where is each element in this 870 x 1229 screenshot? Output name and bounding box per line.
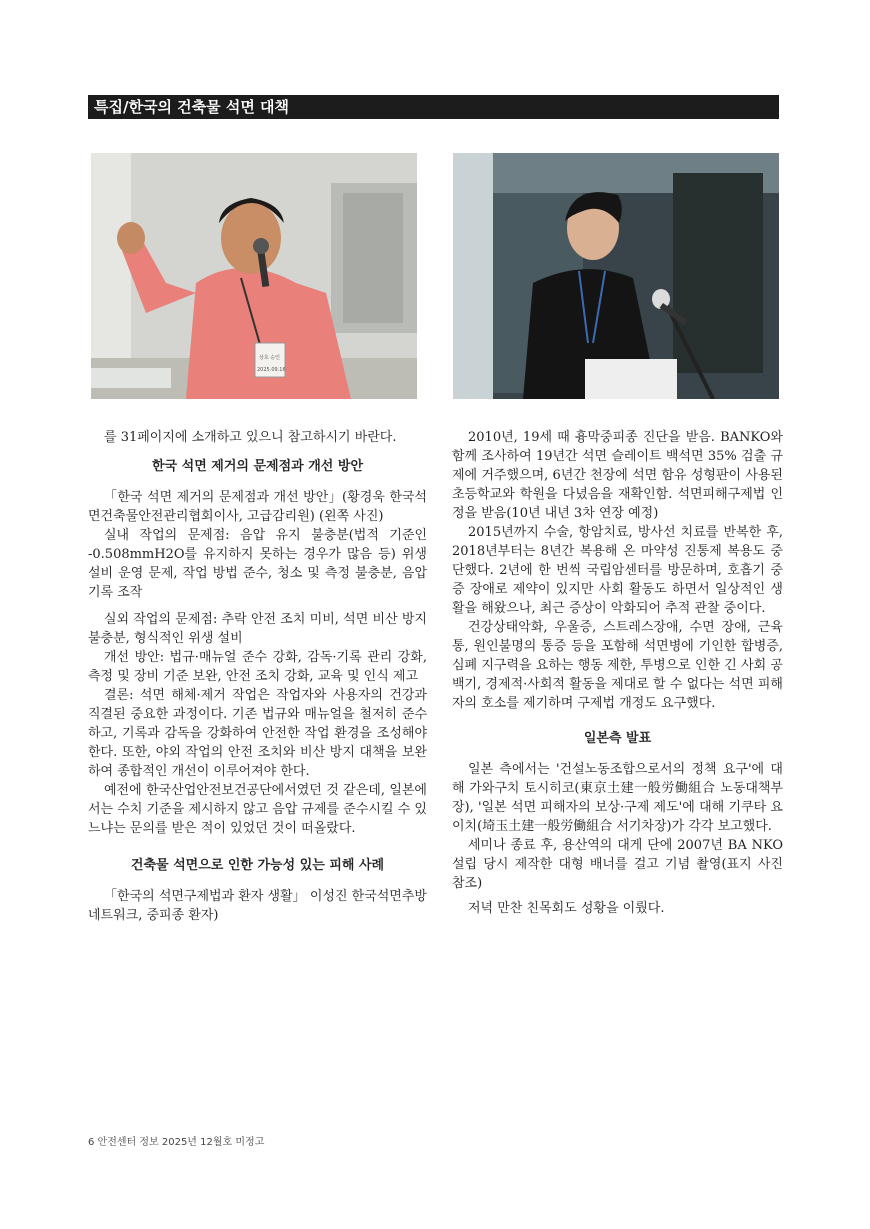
paragraph: 세미나 종료 후, 용산역의 대게 단에 2007년 BA NKO 설립 당시 제작한 대형 배너를 걸고 기념 촬영(표지 사진 참조) bbox=[452, 838, 783, 891]
paragraph: 일본 측에서는 '건설노동조합으로서의 정책 요구'에 대해 가와구치 토시히코(東京土建一般労働組合 노동대책부장), '일본 석면 피해자의 보상·구제 제도'에 대해 기쿠타 요이치(埼玉土建一般労働組合 서기차장)가 각각 보고했다. bbox=[452, 762, 783, 834]
speaker-photo-right bbox=[453, 153, 779, 399]
badge-text-1: 상호 승인 bbox=[259, 355, 280, 361]
paragraph: 2010년, 19세 때 흉막중피종 진단을 받음. BANKO와 함께 조사하여 19년간 석면 슬레이트 백석면 35% 검출 규제에 거주했으며, 6년간 천장에 석면 함유 성형판이 사용된 초등학교와 학원을 다녔음을 재확인함. 석면피해구제법 인정을 받음(10년 내년 3차 연장 예정) bbox=[452, 430, 783, 521]
section-header: 특집/한국의 건축물 석면 대책 bbox=[88, 95, 779, 119]
page-footer: 6 안전센터 정보 2025년 12월호 미정고 bbox=[88, 1137, 265, 1148]
paragraph: 실외 작업의 문제점: 추락 안전 조치 미비, 석면 비산 방지 불충분, 형식적인 위생 설비 bbox=[88, 612, 427, 646]
paragraph: 건강상태악화, 우울증, 스트레스장애, 수면 장애, 근육통, 원인불명의 통증 등을 포함해 석면병에 기인한 합병증, 심폐 지구력을 요하는 행동 제한, 투병으로 인한 긴 사회 공백기, 경제적·사회적 활동을 제대로 할 수 없다는 석면 피해자의 호소를 제기하며 구제법 개정도 요구했다. bbox=[452, 620, 783, 711]
section-heading: 한국 석면 제거의 문제점과 개선 방안 bbox=[152, 459, 363, 474]
paragraph: 저녁 만찬 친목회도 성황을 이뤘다. bbox=[468, 901, 665, 916]
left-text-column bbox=[88, 428, 427, 925]
badge-text-2: 2025.09.16 bbox=[257, 367, 286, 373]
paragraph: 「한국 석면 제거의 문제점과 개선 방안」(황경욱 한국석면건축물안전관리협회이사, 고급감리원) (왼쪽 사진) bbox=[88, 490, 427, 524]
right-text-column bbox=[452, 428, 783, 918]
section-heading: 일본측 발표 bbox=[583, 731, 652, 746]
paragraph: 예전에 한국산업안전보건공단에서였던 것 같은데, 일본에서는 수치 기준을 제시하지 않고 음압 규제를 준수시킬 수 있느냐는 문의를 받은 적이 있었던 것이 떠올랐다. bbox=[88, 783, 427, 836]
paragraph: 를 31페이지에 소개하고 있으니 참고하시기 바란다. bbox=[104, 430, 397, 445]
paragraph: 결론: 석면 해체·제거 작업은 작업자와 사용자의 건강과 직결된 중요한 과정이다. 기존 법규와 매뉴얼을 철저히 준수하고, 기록과 감독을 강화하여 안전한 작업 환경을 조성해야 한다. 또한, 야외 작업의 안전 조치와 비산 방지 대책을 보완하여 종합적인 개선이 이루어져야 한다. bbox=[88, 688, 427, 779]
paragraph: 개선 방안: 법규·매뉴얼 준수 강화, 감독·기록 관리 강화, 측정 및 장비 기준 보완, 안전 조치 강화, 교육 및 인식 제고 bbox=[88, 650, 427, 684]
paragraph: 실내 작업의 문제점: 음압 유지 불충분(법적 기준인 -0.508mmH2O를 유지하지 못하는 경우가 많음 등) 위생설비 운영 문제, 작업 방법 준수, 청소 및 측정 불충분, 음압 기록 조작 bbox=[88, 528, 427, 600]
paragraph: 「한국의 석면구제법과 환자 생활」 이성진 한국석면추방네트워크, 중피종 환자) bbox=[88, 889, 427, 923]
paragraph: 2015년까지 수술, 항암치료, 방사선 치료를 반복한 후, 2018년부터는 8년간 복용해 온 마약성 진통제 복용도 중단했다. 2년에 한 번씩 국립암센터를 방문하며, 호흡기 중증 장애로 제약이 있지만 사회 활동도 하면서 일상적인 생활을 해왔으나, 최근 증상이 악화되어 추적 관찰 중이다. bbox=[452, 525, 783, 616]
speaker-photo-left bbox=[91, 153, 417, 399]
section-heading: 건축물 석면으로 인한 가능성 있는 피해 사례 bbox=[130, 858, 385, 873]
